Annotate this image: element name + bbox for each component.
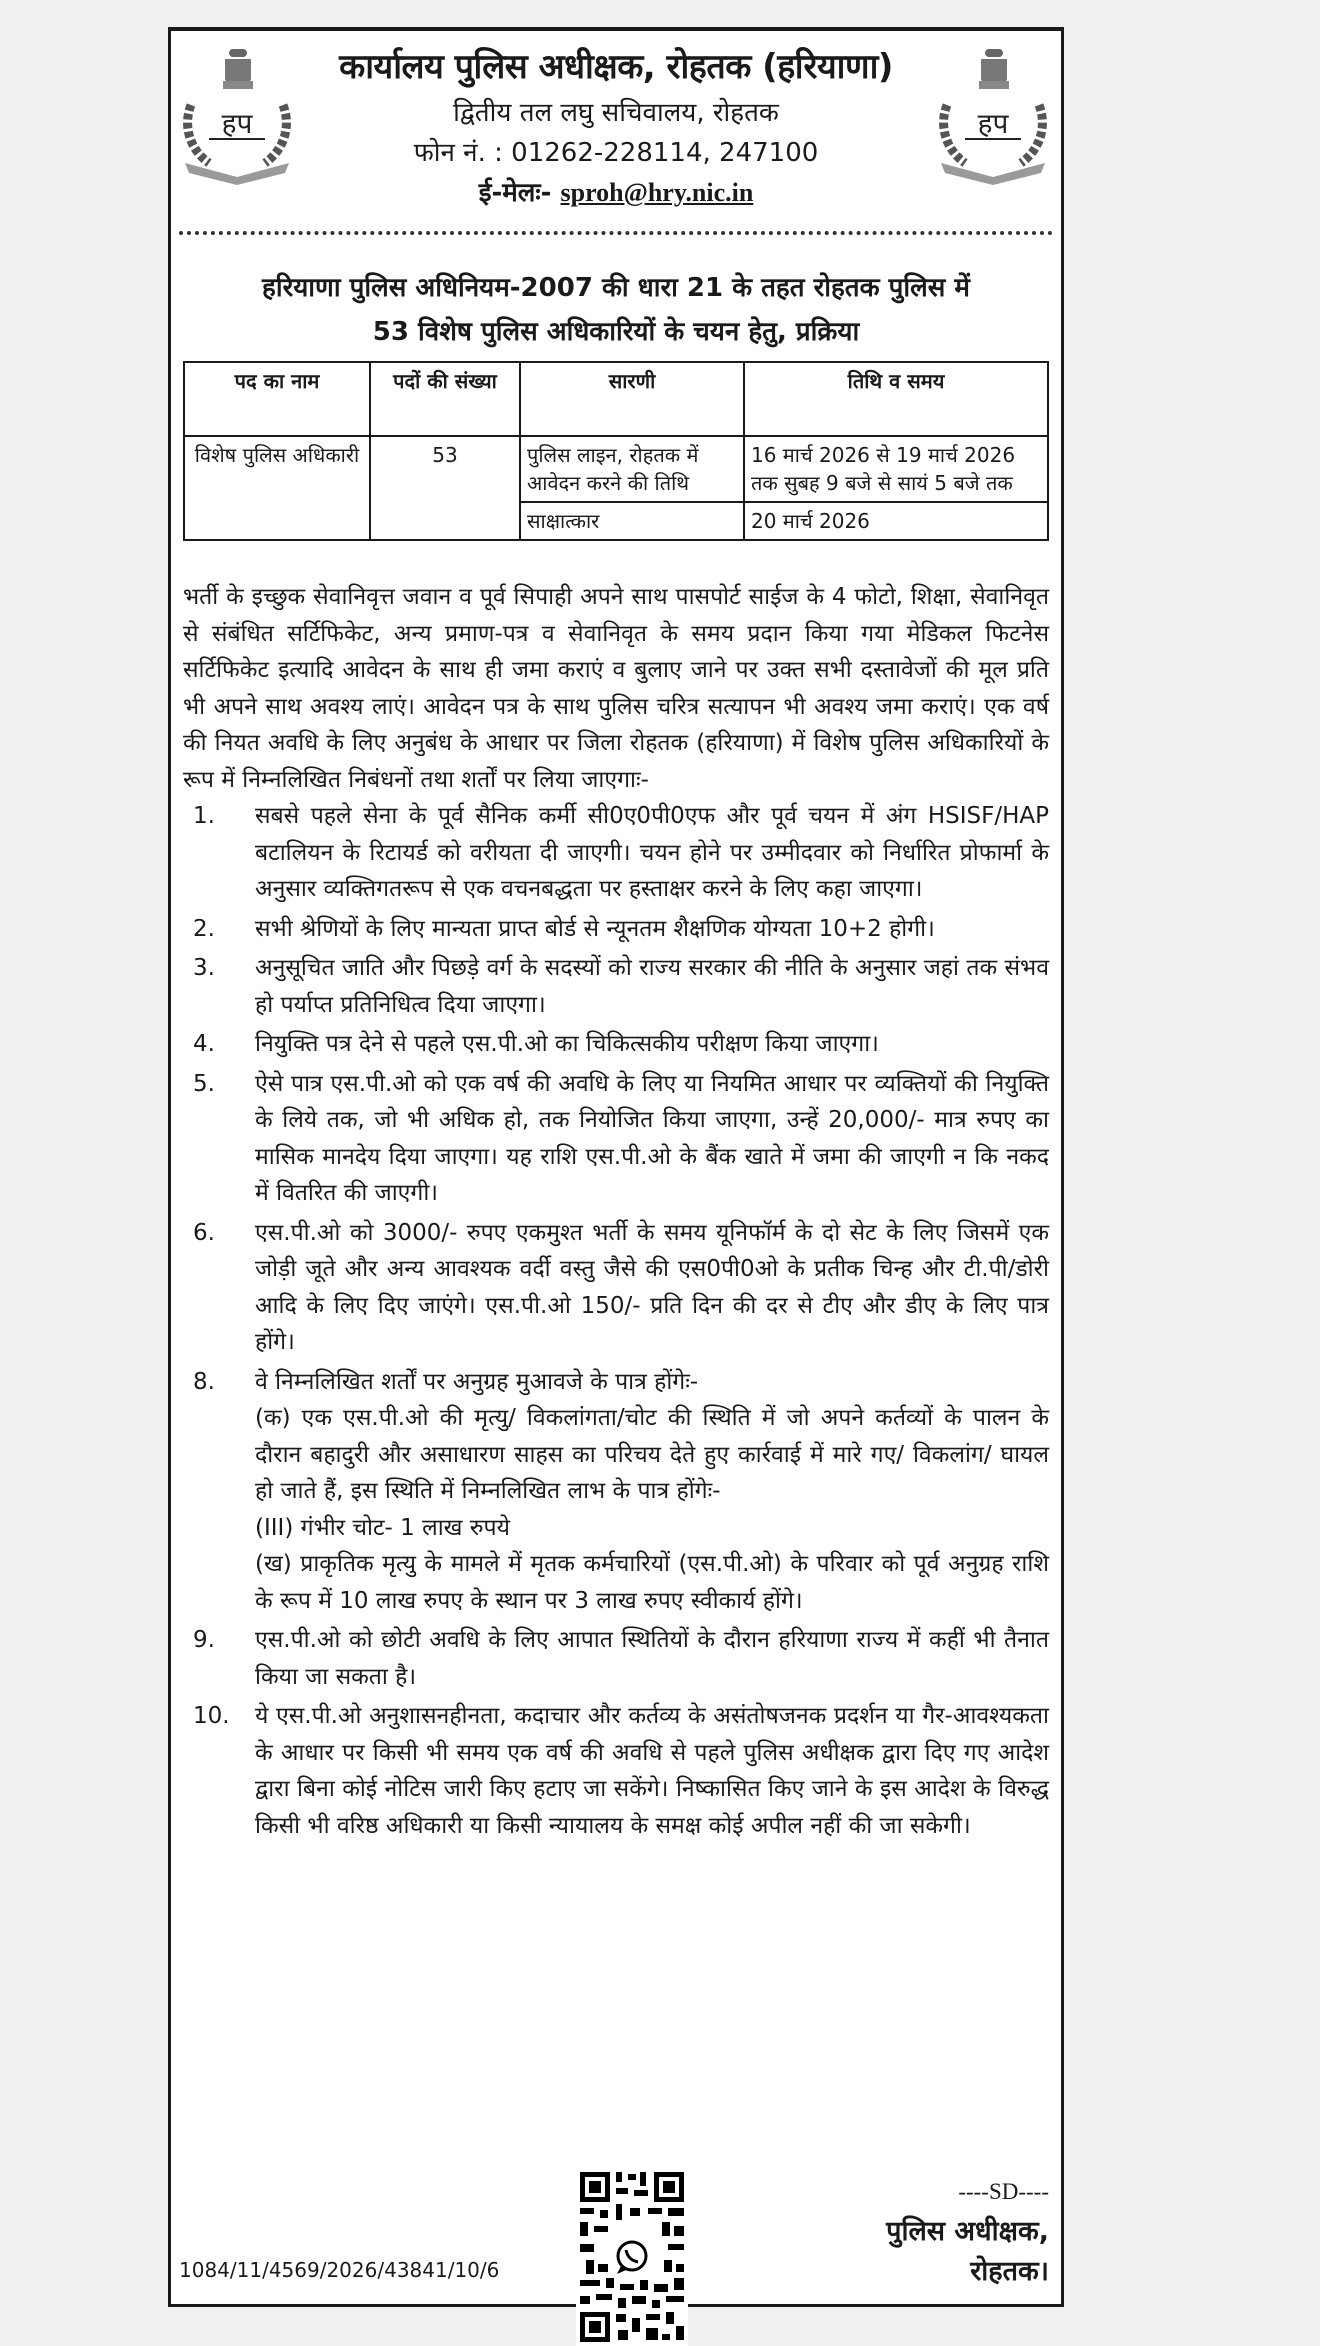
intro-paragraph: भर्ती के इच्छुक सेवानिवृत्त जवान व पूर्व सिपाही अपने साथ पासपोर्ट साईज के 4 फोटो, शिक्षा, सेवानिवृत से संबंधित सर्टिफिकेट, अन्य प्रमाण-पत्र व सेवानिवृत के समय प्रदान किया गया मेडिकल फिटनेस सर्टिफिकेट इत्यादि आवेदन के साथ ही जमा कराएं व बुलाए जाने पर उक्त सभी दस्तावेजों की मूल प्रति भी अपने साथ अवश्य लाएं। आवेदन पत्र के साथ पुलिस चरित्र सत्यापन भी अवश्य जमा कराएं। एक वर्ष की नियत अवधि के लिए अनुबंध के आधार पर जिला रोहतक (हरियाणा) में विशेष पुलिस अधिकारियों के रूप में निम्नलिखित निबंधनों तथा शर्तों पर लिया जाएगाः- (183, 584, 1049, 793)
term-number: 3. (193, 955, 215, 981)
office-email-line (291, 173, 941, 213)
term-text: अनुसूचित जाति और पिछड़े वर्ग के सदस्यों को राज्य सरकार की नीति के अनुसार जहां तक संभव हो पर्याप्त प्रतिनिधित्व दिया जाएगा। (255, 955, 1049, 1018)
schedule-table (183, 361, 1049, 541)
term-text: ये एस.पी.ओ अनुशासनहीनता, कदाचार और कर्तव्य के असंतोषजनक प्रदर्शन या गैर-आवश्यकता के आधार पर किसी भी समय एक वर्ष की अवधि से पहले पुलिस अधीक्षक द्वारा दिए गए आदेश द्वारा बिना कोई नोटिस जारी किए हटाए जा सकेंगे। निष्कासित किए जाने के इस आदेश के विरुद्ध किसी भी वरिष्ठ अधिकारी या किसी न्यायालय के समक्ष कोई अपील नहीं की जा सकेगी। (255, 1703, 1049, 1839)
designation: पुलिस अधीक्षक, (886, 2216, 1049, 2247)
notice-title-line: 53 विशेष पुलिस अधिकारियों के चयन हेतु, प्रक्रिया (372, 317, 860, 347)
term-number: 5. (193, 1070, 215, 1097)
table-header-row (184, 362, 1048, 436)
notice-document (168, 27, 1064, 2307)
notice-title-line: हरियाणा पुलिस अधिनियम-2007 की धारा 21 के तहत रोहतक पुलिस में (262, 273, 970, 303)
letterhead (291, 41, 941, 213)
dotted-divider (179, 231, 1053, 235)
notice-body (183, 579, 1049, 1847)
terms-list (183, 798, 1049, 1844)
term-number: 9. (193, 1627, 215, 1653)
stage-cell: साक्षात्कार (520, 502, 744, 540)
reference-number: 1084/11/4569/2026/43841/10/6 (179, 2258, 500, 2282)
column-header: तिथि व समय (744, 362, 1048, 436)
term-text: ऐसे पात्र एस.पी.ओ को एक वर्ष की अवधि के लिए या नियमित आधार पर व्यक्तियों की नियुक्ति के लिये तक, जो भी अधिक हो, तक नियोजित किया जाएगा, उन्हें 20,000/- मात्र रुपए का मासिक मानदेय दिया जाएगा। यह राशि एस.पी.ओ के बैंक खाते में जमा की जाएगी न कि नकद में वितरित की जाएगी। (255, 1070, 1049, 1206)
whatsapp-qr-code-icon[interactable] (576, 2168, 688, 2346)
term-item (183, 1066, 1049, 1212)
term-item (183, 911, 1049, 948)
term-text: एस.पी.ओ को छोटी अवधि के लिए आपात स्थितियों के दौरान हरियाणा राज्य में कहीं भी तैनात किया जा सकता है। (255, 1627, 1049, 1690)
term-item (183, 950, 1049, 1023)
email-label: ई-मेलः- (478, 178, 552, 208)
signature-block (886, 2172, 1049, 2292)
term-item (183, 1698, 1049, 1844)
term-number: 10. (193, 1703, 230, 1729)
haryana-police-emblem-icon (179, 45, 295, 185)
term-text: नियुक्ति पत्र देने से पहले एस.पी.ओ का चिकित्सकीय परीक्षण किया जाएगा। (255, 1031, 879, 1057)
stage-cell: पुलिस लाइन, रोहतक में आवेदन करने की तिथि (520, 436, 744, 502)
term-number: 8. (193, 1368, 215, 1395)
column-header: सारणी (520, 362, 744, 436)
date-cell: 20 मार्च 2026 (744, 502, 1048, 540)
term-number: 1. (193, 803, 215, 829)
term-subclause: (ख) प्राकृतिक मृत्यु के मामले में मृतक कर्मचारियों (एस.पी.ओ) के परिवार को पूर्व अनुग्रह राशि के रूप में 10 लाख रुपए के स्थान पर 3 लाख रुपए स्वीकार्य होंगे। (255, 1551, 1049, 1614)
term-item (183, 1215, 1049, 1361)
email-link[interactable]: sproh@hry.nic.in (560, 178, 754, 207)
term-subclause: (III) गंभीर चोट- 1 लाख रुपये (255, 1514, 510, 1541)
term-item (183, 798, 1049, 908)
svg-text:हप: हप (977, 107, 1009, 140)
term-number: 4. (193, 1031, 215, 1057)
haryana-police-emblem-icon (935, 45, 1051, 185)
office-phone: फोन नं. : 01262-228114, 247100 (413, 138, 819, 168)
post-count-cell: 53 (370, 436, 520, 540)
column-header: पदों की संख्या (370, 362, 520, 436)
term-item (183, 1622, 1049, 1695)
office-title: कार्यालय पुलिस अधीक्षक, रोहतक (हरियाणा) (339, 47, 893, 87)
notice-title (181, 266, 1051, 354)
table-row (184, 436, 1048, 502)
term-number: 6. (193, 1219, 215, 1246)
office-address: द्वितीय तल लघु सचिवालय, रोहतक (453, 98, 779, 128)
term-text: वे निम्नलिखित शर्तों पर अनुग्रह मुआवजे के पात्र होंगेः- (255, 1368, 699, 1395)
term-number: 2. (193, 915, 215, 942)
term-item (183, 1026, 1049, 1063)
date-cell: 16 मार्च 2026 से 19 मार्च 2026 तक सुबह 9 बजे से सायं 5 बजे तक (744, 436, 1048, 502)
place: रोहतक। (970, 2256, 1049, 2287)
signed-mark: ----SD---- (958, 2179, 1049, 2204)
column-header: पद का नाम (184, 362, 370, 436)
term-item (183, 1364, 1049, 1620)
term-text: सभी श्रेणियों के लिए मान्यता प्राप्त बोर्ड से न्यूनतम शैक्षणिक योग्यता 10+2 होगी। (255, 915, 935, 942)
term-text: सबसे पहले सेना के पूर्व सैनिक कर्मी सी0ए0पी0एफ और पूर्व चयन में अंग HSISF/HAP बटालियन के रिटायर्ड को वरीयता दी जाएगी। चयन होने पर उम्मीदवार को निर्धारित प्रोफार्मा के अनुसार व्यक्तिगतरूप से एक वचनबद्धता पर हस्ताक्षर करने के लिए कहा जाएगा। (255, 803, 1049, 902)
term-subclause: (क) एक एस.पी.ओ की मृत्यु/ विकलांगता/चोट की स्थिति में जो अपने कर्तव्यों के पालन के दौरान बहादुरी और असाधारण साहस का परिचय देते हुए कार्रवाई में मारे गए/ विकलांग/ घायल हो जाते हैं, इस स्थिति में निम्नलिखित लाभ के पात्र होंगेः- (255, 1405, 1049, 1504)
term-text: एस.पी.ओ को 3000/- रुपए एकमुश्त भर्ती के समय यूनिफॉर्म के दो सेट के लिए जिसमें एक जोड़ी जूते और अन्य आवश्यक वर्दी वस्तु जैसे की एस0पी0ओ के प्रतीक चिन्ह और टी.पी/डोरी आदि के लिए दिए जाएंगे। एस.पी.ओ 150/- प्रति दिन की दर से टीए और डीए के लिए पात्र होंगे। (255, 1219, 1049, 1355)
post-name-cell: विशेष पुलिस अधिकारी (184, 436, 370, 540)
svg-text:हप: हप (221, 107, 253, 140)
